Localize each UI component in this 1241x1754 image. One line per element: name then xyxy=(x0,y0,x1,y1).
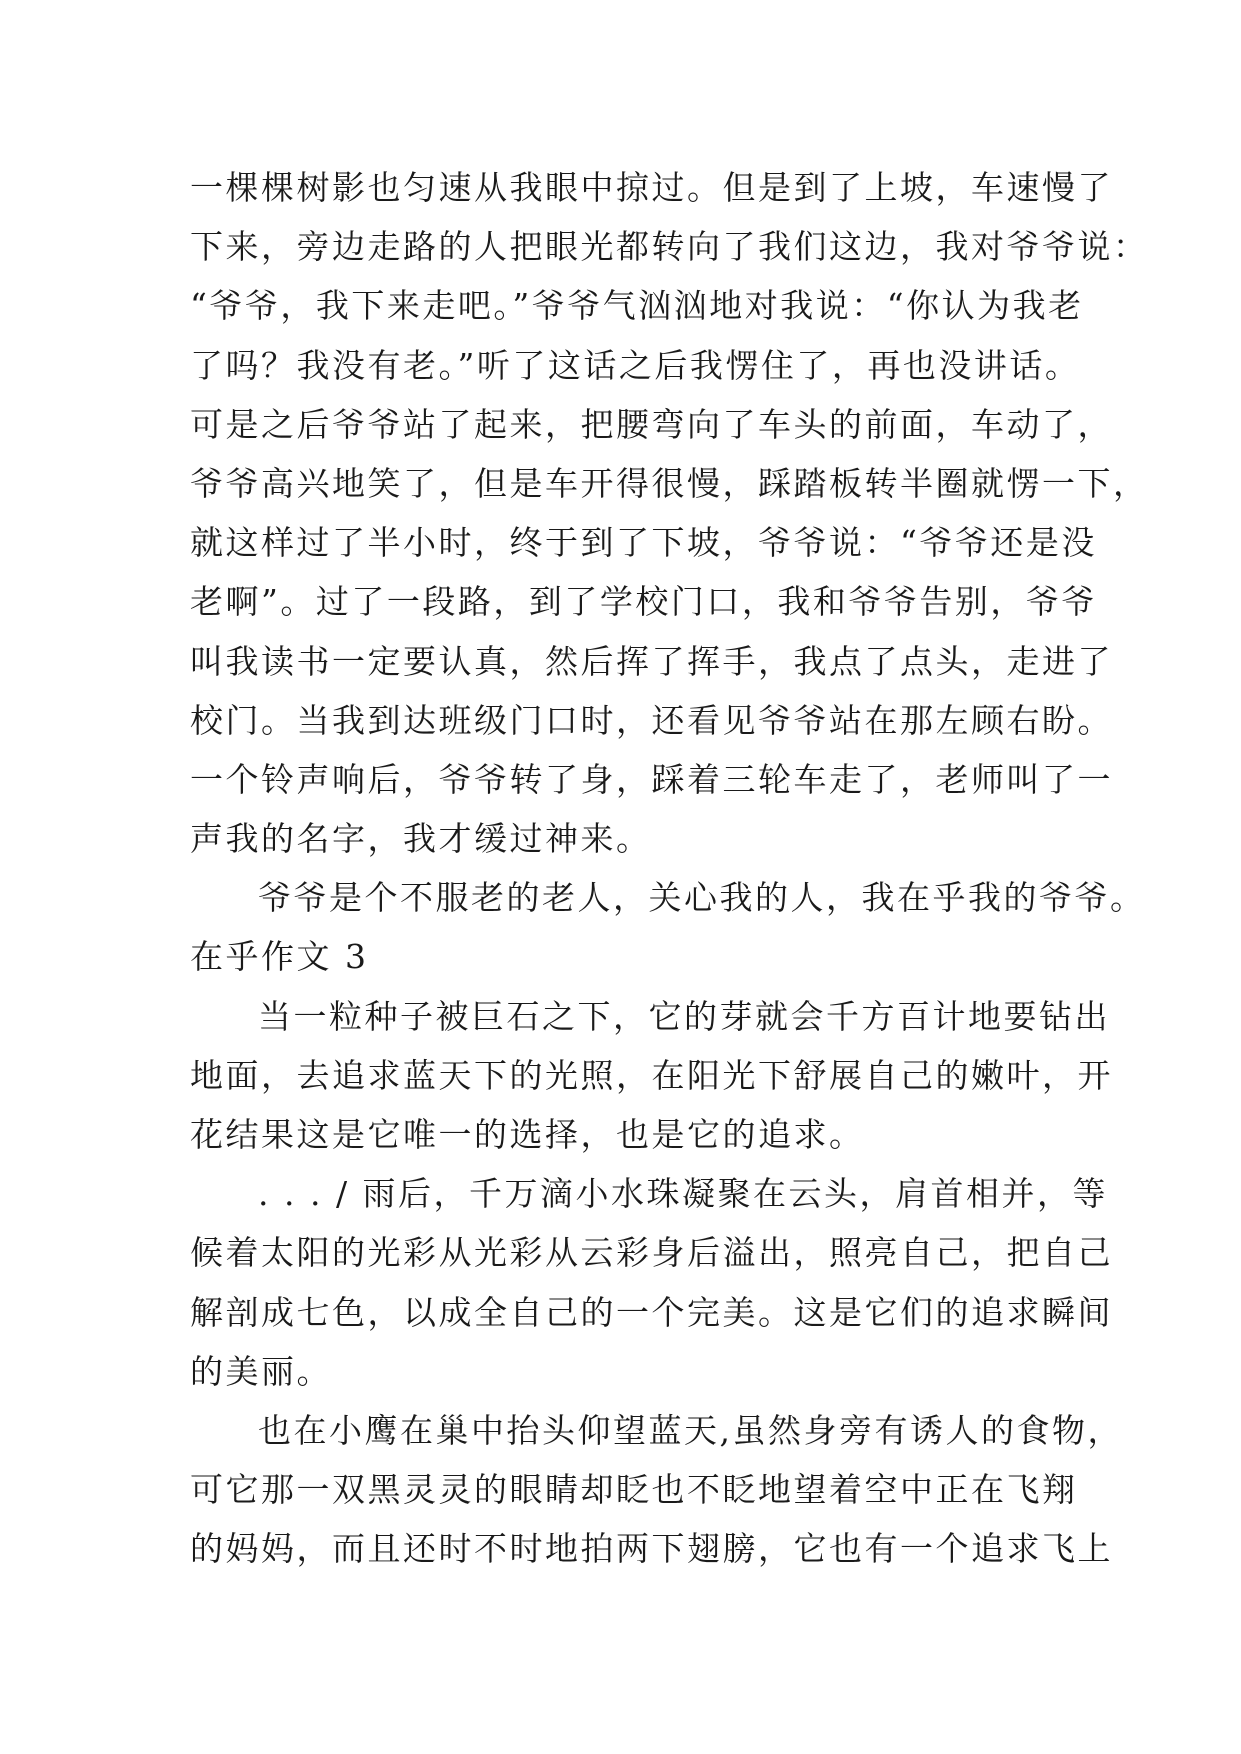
text-line: 爷爷高兴地笑了，但是车开得很慢，踩踏板转半圈就愣一下， xyxy=(190,463,1149,503)
text-line: 也在小鹰在巢中抬头仰望蓝天,虽然身旁有诱人的食物， xyxy=(258,1410,1123,1450)
text-line: 叫我读书一定要认真，然后挥了挥手，我点了点头，走进了 xyxy=(190,641,1113,681)
text-line: 老啊”。过了一段路，到了学校门口，我和爷爷告别，爷爷 xyxy=(190,582,1097,622)
text-line: 可它那一双黑灵灵的眼睛却眨也不眨地望着空中正在飞翔 xyxy=(190,1470,1078,1510)
text-line: 下来，旁边走路的人把眼光都转向了我们这边，我对爷爷说： xyxy=(190,227,1149,267)
text-line: 候着太阳的光彩从光彩从云彩身后溢出，照亮自己，把自己 xyxy=(190,1233,1113,1273)
text-line: 当一粒种子被巨石之下，它的芽就会千方百计地要钻出 xyxy=(258,996,1110,1036)
text-line: 解剖成七色，以成全自己的一个完美。这是它们的追求瞬间 xyxy=(190,1292,1113,1332)
text-line: 的妈妈，而且还时不时地拍两下翅膀，它也有一个追求飞上 xyxy=(190,1529,1113,1569)
text-line: 校门。当我到达班级门口时，还看见爷爷站在那左顾右盼。 xyxy=(190,700,1113,740)
text-line: 可是之后爷爷站了起来，把腰弯向了车头的前面，车动了， xyxy=(190,404,1113,444)
text-line: 的美丽。 xyxy=(190,1351,332,1391)
essay-text xyxy=(190,158,1149,1579)
text-line: . . . / 雨后，千万滴小水珠凝聚在云头，肩首相并，等 xyxy=(258,1174,1109,1214)
section-heading: 在乎作文 3 xyxy=(190,937,369,977)
text-line: 地面，去追求蓝天下的光照，在阳光下舒展自己的嫩叶，开 xyxy=(190,1055,1113,1095)
text-line: 就这样过了半小时，终于到了下坡，爷爷说：“爷爷还是没 xyxy=(190,523,1097,563)
text-line: “爷爷，我下来走吧。”爷爷气汹汹地对我说：“你认为我老 xyxy=(190,286,1084,326)
text-line: 声我的名字，我才缓过神来。 xyxy=(190,819,652,859)
text-line: 了吗？我没有老。”听了这话之后我愣住了，再也没讲话。 xyxy=(190,345,1081,385)
text-line: 花结果这是它唯一的选择，也是它的追求。 xyxy=(190,1115,865,1154)
text-line: 一棵棵树影也匀速从我眼中掠过。但是到了上坡，车速慢了 xyxy=(190,168,1113,207)
text-line: 爷爷是个不服老的老人，关心我的人，我在乎我的爷爷。 xyxy=(258,878,1146,918)
text-line: 一个铃声响后，爷爷转了身，踩着三轮车走了，老师叫了一 xyxy=(190,759,1113,799)
